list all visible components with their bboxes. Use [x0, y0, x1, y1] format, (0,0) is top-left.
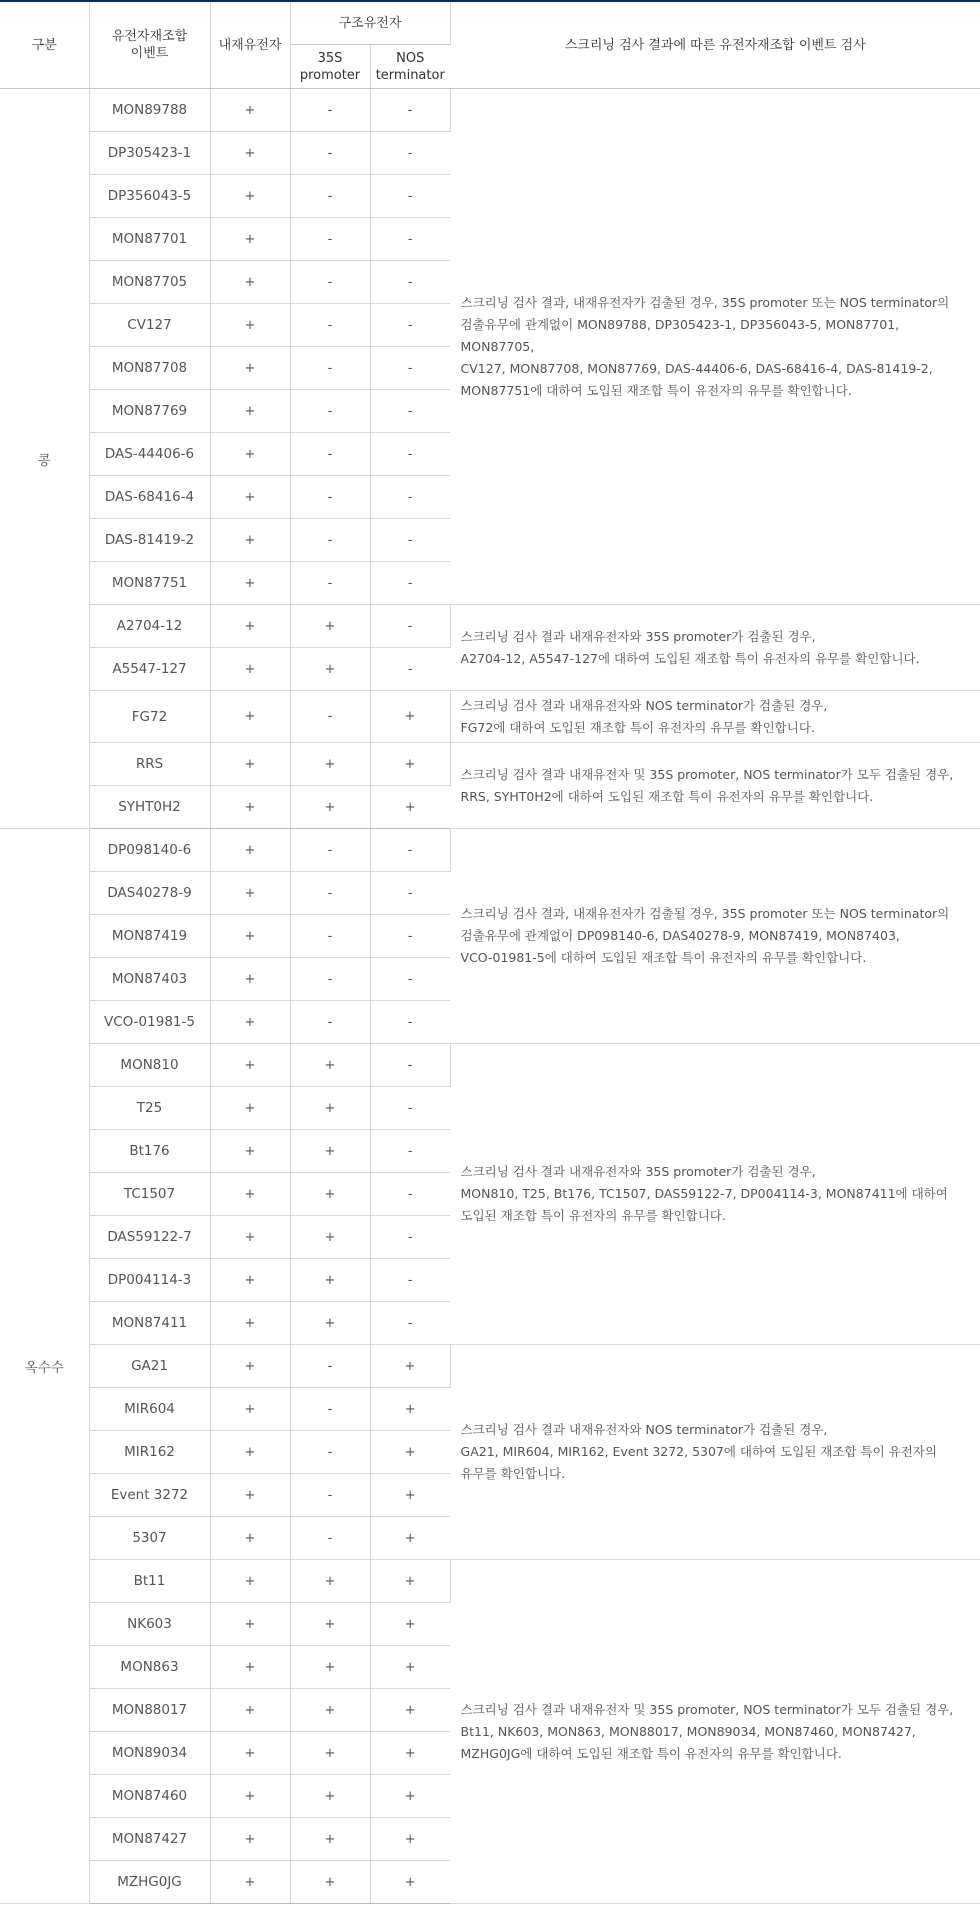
table-row — [0, 1560, 980, 1603]
promoter-35s-cell: + — [290, 1818, 370, 1861]
nos-terminator-cell: - — [370, 433, 450, 476]
promoter-35s-cell: + — [290, 743, 370, 786]
promoter-35s-cell: - — [290, 562, 370, 605]
header-event — [89, 2, 210, 89]
promoter-35s-cell: + — [290, 1861, 370, 1904]
event-cell: MON88017 — [89, 1689, 210, 1732]
promoter-35s-cell: - — [290, 132, 370, 175]
nos-terminator-cell: - — [370, 218, 450, 261]
event-cell: MON87403 — [89, 958, 210, 1001]
endogenous-cell: + — [210, 1216, 290, 1259]
promoter-35s-cell: + — [290, 1130, 370, 1173]
event-cell: MON863 — [89, 1646, 210, 1689]
promoter-35s-cell: - — [290, 304, 370, 347]
description-line: MZHG0JG에 대하여 도입된 재조합 특이 유전자의 유무를 확인합니다. — [460, 1745, 842, 1761]
header-nos-terminator — [370, 45, 450, 89]
event-cell: CV127 — [89, 304, 210, 347]
header-description: 스크리닝 검사 결과에 따른 유전자재조합 이벤트 검사 — [450, 2, 980, 89]
description-line: VCO-01981-5에 대하여 도입된 재조합 특이 유전자의 유무를 확인합니다. — [460, 950, 867, 965]
endogenous-cell: + — [210, 786, 290, 829]
endogenous-cell: + — [210, 1517, 290, 1560]
nos-terminator-cell: - — [370, 872, 450, 915]
description-line: 스크리닝 검사 결과, 내재유전자가 검출된 경우, 35S promoter 또는 NOS terminator의 — [460, 294, 950, 310]
endogenous-cell: + — [210, 743, 290, 786]
promoter-35s-cell: - — [290, 89, 370, 132]
event-cell: GA21 — [89, 1345, 210, 1388]
promoter-35s-cell: + — [290, 1087, 370, 1130]
promoter-35s-cell: + — [290, 1689, 370, 1732]
description-cell — [450, 691, 980, 743]
nos-terminator-cell: - — [370, 1173, 450, 1216]
endogenous-cell: + — [210, 1087, 290, 1130]
endogenous-cell: + — [210, 1775, 290, 1818]
description-line: MON87751에 대하여 도입된 재조합 특이 유전자의 유무를 확인합니다. — [460, 382, 852, 398]
description-line: 스크리닝 검사 결과 내재유전자와 35S promoter가 검출된 경우, — [460, 1164, 816, 1179]
nos-terminator-cell: - — [370, 562, 450, 605]
event-cell: MON87411 — [89, 1302, 210, 1345]
event-cell: MON87427 — [89, 1818, 210, 1861]
endogenous-cell: + — [210, 1474, 290, 1517]
table-row — [0, 1044, 980, 1087]
endogenous-cell: + — [210, 691, 290, 743]
event-cell: DAS-68416-4 — [89, 476, 210, 519]
description-line: 스크리닝 검사 결과 내재유전자 및 35S promoter, NOS terminator가 모두 검출된 경우, — [460, 1701, 954, 1717]
promoter-35s-cell: - — [290, 433, 370, 476]
nos-terminator-cell: + — [370, 1474, 450, 1517]
endogenous-cell: + — [210, 1259, 290, 1302]
endogenous-cell: + — [210, 1431, 290, 1474]
promoter-35s-cell: - — [290, 872, 370, 915]
nos-terminator-cell: - — [370, 958, 450, 1001]
nos-terminator-cell: - — [370, 261, 450, 304]
header-event-line2: 이벤트 — [130, 46, 169, 61]
endogenous-cell: + — [210, 1689, 290, 1732]
description-cell — [450, 1560, 980, 1904]
event-cell: DP305423-1 — [89, 132, 210, 175]
promoter-35s-cell: - — [290, 1431, 370, 1474]
event-cell: T25 — [89, 1087, 210, 1130]
promoter-35s-cell: - — [290, 1345, 370, 1388]
nos-terminator-cell: + — [370, 1861, 450, 1904]
nos-terminator-cell: - — [370, 1044, 450, 1087]
endogenous-cell: + — [210, 829, 290, 872]
table-row — [0, 743, 980, 786]
event-cell: MON87705 — [89, 261, 210, 304]
endogenous-cell: + — [210, 390, 290, 433]
description-cell — [450, 89, 980, 605]
promoter-35s-cell: - — [290, 691, 370, 743]
event-cell: MON87751 — [89, 562, 210, 605]
event-cell: MON87769 — [89, 390, 210, 433]
category-cell: 옥수수 — [0, 829, 89, 1904]
description-line: 유무를 확인합니다. — [460, 1466, 566, 1481]
description-line: A2704-12, A5547-127에 대하여 도입된 재조합 특이 유전자의 유무를 확인합니다. — [460, 650, 920, 666]
endogenous-cell: + — [210, 1861, 290, 1904]
nos-terminator-cell: + — [370, 1388, 450, 1431]
endogenous-cell: + — [210, 1345, 290, 1388]
nos-terminator-cell: - — [370, 1302, 450, 1345]
event-cell: Bt11 — [89, 1560, 210, 1603]
endogenous-cell: + — [210, 261, 290, 304]
description-line: FG72에 대하여 도입된 재조합 특이 유전자의 유무를 확인합니다. — [460, 719, 815, 735]
event-cell: 5307 — [89, 1517, 210, 1560]
event-cell: MON810 — [89, 1044, 210, 1087]
nos-terminator-cell: + — [370, 1732, 450, 1775]
promoter-35s-cell: - — [290, 1388, 370, 1431]
promoter-35s-cell: + — [290, 786, 370, 829]
nos-terminator-cell: - — [370, 1130, 450, 1173]
nos-terminator-cell: + — [370, 1646, 450, 1689]
event-cell: VCO-01981-5 — [89, 1001, 210, 1044]
promoter-35s-cell: + — [290, 1775, 370, 1818]
endogenous-cell: + — [210, 89, 290, 132]
description-line: 검출유무에 관계없이 DP098140-6, DAS40278-9, MON87419, MON87403, — [460, 928, 900, 943]
promoter-35s-cell: - — [290, 958, 370, 1001]
endogenous-cell: + — [210, 304, 290, 347]
header-35s-promoter — [290, 45, 370, 89]
header-35s-line1: 35S — [317, 50, 343, 66]
endogenous-cell: + — [210, 1388, 290, 1431]
nos-terminator-cell: - — [370, 175, 450, 218]
promoter-35s-cell: + — [290, 1259, 370, 1302]
promoter-35s-cell: - — [290, 347, 370, 390]
nos-terminator-cell: + — [370, 1431, 450, 1474]
header-event-line1: 유전자재조합 — [111, 29, 188, 44]
nos-terminator-cell: + — [370, 1345, 450, 1388]
endogenous-cell: + — [210, 648, 290, 691]
table-row — [0, 691, 980, 743]
promoter-35s-cell: + — [290, 1216, 370, 1259]
nos-terminator-cell: + — [370, 691, 450, 743]
description-line: 스크리닝 검사 결과 내재유전자 및 35S promoter, NOS terminator가 모두 검출된 경우, — [460, 766, 954, 782]
promoter-35s-cell: - — [290, 175, 370, 218]
endogenous-cell: + — [210, 1560, 290, 1603]
nos-terminator-cell: - — [370, 390, 450, 433]
event-cell: MON87419 — [89, 915, 210, 958]
nos-terminator-cell: - — [370, 915, 450, 958]
endogenous-cell: + — [210, 562, 290, 605]
description-line: 도입된 재조합 특이 유전자의 유무를 확인합니다. — [460, 1208, 726, 1223]
promoter-35s-cell: - — [290, 1001, 370, 1044]
nos-terminator-cell: + — [370, 786, 450, 829]
event-cell: DAS59122-7 — [89, 1216, 210, 1259]
event-cell: DP356043-5 — [89, 175, 210, 218]
description-line: CV127, MON87708, MON87769, DAS-44406-6, DAS-68416-4, DAS-81419-2, — [460, 360, 933, 376]
description-line: 스크리닝 검사 결과 내재유전자와 NOS terminator가 검출된 경우, — [460, 1422, 828, 1437]
event-cell: Event 3272 — [89, 1474, 210, 1517]
description-cell — [450, 829, 980, 1044]
event-cell: MON89034 — [89, 1732, 210, 1775]
nos-terminator-cell: - — [370, 519, 450, 562]
nos-terminator-cell: + — [370, 1560, 450, 1603]
nos-terminator-cell: - — [370, 829, 450, 872]
promoter-35s-cell: - — [290, 218, 370, 261]
event-cell: NK603 — [89, 1603, 210, 1646]
endogenous-cell: + — [210, 433, 290, 476]
header-endogenous: 내재유전자 — [210, 2, 290, 89]
promoter-35s-cell: - — [290, 829, 370, 872]
event-cell: MON87460 — [89, 1775, 210, 1818]
endogenous-cell: + — [210, 347, 290, 390]
nos-terminator-cell: - — [370, 89, 450, 132]
promoter-35s-cell: - — [290, 915, 370, 958]
endogenous-cell: + — [210, 132, 290, 175]
nos-terminator-cell: - — [370, 132, 450, 175]
nos-terminator-cell: - — [370, 605, 450, 648]
event-cell: DAS40278-9 — [89, 872, 210, 915]
nos-terminator-cell: + — [370, 1689, 450, 1732]
table-row — [0, 1345, 980, 1388]
nos-terminator-cell: - — [370, 304, 450, 347]
nos-terminator-cell: + — [370, 1775, 450, 1818]
description-line: 스크리닝 검사 결과 내재유전자와 35S promoter가 검출된 경우, — [460, 628, 816, 644]
endogenous-cell: + — [210, 872, 290, 915]
table-row — [0, 605, 980, 648]
nos-terminator-cell: - — [370, 476, 450, 519]
promoter-35s-cell: - — [290, 261, 370, 304]
description-line: 스크리닝 검사 결과, 내재유전자가 검출될 경우, 35S promoter 또는 NOS terminator의 — [460, 906, 950, 921]
header-category: 구분 — [0, 2, 89, 89]
nos-terminator-cell: + — [370, 1603, 450, 1646]
event-cell: DP098140-6 — [89, 829, 210, 872]
header-nos-line2: terminator — [375, 67, 445, 83]
promoter-35s-cell: - — [290, 519, 370, 562]
event-cell: MON89788 — [89, 89, 210, 132]
endogenous-cell: + — [210, 476, 290, 519]
event-cell: MIR162 — [89, 1431, 210, 1474]
endogenous-cell: + — [210, 1173, 290, 1216]
event-cell: MON87708 — [89, 347, 210, 390]
description-line: 검출유무에 관계없이 MON89788, DP305423-1, DP356043-5, MON87701, MON87705, — [460, 316, 900, 354]
promoter-35s-cell: - — [290, 1517, 370, 1560]
event-cell: TC1507 — [89, 1173, 210, 1216]
promoter-35s-cell: + — [290, 1603, 370, 1646]
endogenous-cell: + — [210, 1302, 290, 1345]
table-row — [0, 829, 980, 872]
header-35s-line2: promoter — [299, 67, 361, 83]
description-cell — [450, 743, 980, 829]
nos-terminator-cell: - — [370, 1001, 450, 1044]
nos-terminator-cell: - — [370, 1216, 450, 1259]
endogenous-cell: + — [210, 1130, 290, 1173]
promoter-35s-cell: + — [290, 605, 370, 648]
promoter-35s-cell: + — [290, 1560, 370, 1603]
event-cell: Bt176 — [89, 1130, 210, 1173]
description-line: GA21, MIR604, MIR162, Event 3272, 5307에 대하여 도입된 재조합 특이 유전자의 — [460, 1444, 937, 1459]
endogenous-cell: + — [210, 958, 290, 1001]
nos-terminator-cell: - — [370, 648, 450, 691]
description-cell — [450, 1044, 980, 1345]
description-line: 스크리닝 검사 결과 내재유전자와 NOS terminator가 검출된 경우, — [460, 697, 828, 713]
table-row — [0, 89, 980, 132]
promoter-35s-cell: - — [290, 1474, 370, 1517]
event-cell: MZHG0JG — [89, 1861, 210, 1904]
nos-terminator-cell: - — [370, 1259, 450, 1302]
nos-terminator-cell: + — [370, 1818, 450, 1861]
promoter-35s-cell: + — [290, 1646, 370, 1689]
event-cell: FG72 — [89, 691, 210, 743]
header-structural: 구조유전자 — [290, 2, 450, 45]
endogenous-cell: + — [210, 1732, 290, 1775]
nos-terminator-cell: - — [370, 347, 450, 390]
endogenous-cell: + — [210, 1044, 290, 1087]
nos-terminator-cell: + — [370, 743, 450, 786]
promoter-35s-cell: + — [290, 1173, 370, 1216]
endogenous-cell: + — [210, 915, 290, 958]
event-cell: DAS-81419-2 — [89, 519, 210, 562]
event-cell: DAS-44406-6 — [89, 433, 210, 476]
endogenous-cell: + — [210, 175, 290, 218]
table-body — [0, 89, 980, 1904]
event-cell: MON87701 — [89, 218, 210, 261]
header-nos-line1: NOS — [396, 50, 425, 66]
promoter-35s-cell: + — [290, 648, 370, 691]
description-cell — [450, 1345, 980, 1560]
event-cell: A2704-12 — [89, 605, 210, 648]
event-cell: MIR604 — [89, 1388, 210, 1431]
promoter-35s-cell: - — [290, 390, 370, 433]
endogenous-cell: + — [210, 1603, 290, 1646]
event-cell: RRS — [89, 743, 210, 786]
category-cell: 콩 — [0, 89, 89, 829]
endogenous-cell: + — [210, 1646, 290, 1689]
gmo-event-table — [0, 2, 980, 1904]
description-cell — [450, 605, 980, 691]
endogenous-cell: + — [210, 1818, 290, 1861]
event-cell: SYHT0H2 — [89, 786, 210, 829]
nos-terminator-cell: + — [370, 1517, 450, 1560]
promoter-35s-cell: + — [290, 1044, 370, 1087]
event-cell: A5547-127 — [89, 648, 210, 691]
description-line: Bt11, NK603, MON863, MON88017, MON89034, MON87460, MON87427, — [460, 1723, 916, 1739]
endogenous-cell: + — [210, 218, 290, 261]
description-line: MON810, T25, Bt176, TC1507, DAS59122-7, DP004114-3, MON87411에 대하여 — [460, 1186, 948, 1201]
nos-terminator-cell: - — [370, 1087, 450, 1130]
promoter-35s-cell: + — [290, 1302, 370, 1345]
endogenous-cell: + — [210, 605, 290, 648]
promoter-35s-cell: - — [290, 476, 370, 519]
description-line: RRS, SYHT0H2에 대하여 도입된 재조합 특이 유전자의 유무를 확인합니다. — [460, 788, 874, 804]
endogenous-cell: + — [210, 519, 290, 562]
endogenous-cell: + — [210, 1001, 290, 1044]
event-cell: DP004114-3 — [89, 1259, 210, 1302]
promoter-35s-cell: + — [290, 1732, 370, 1775]
